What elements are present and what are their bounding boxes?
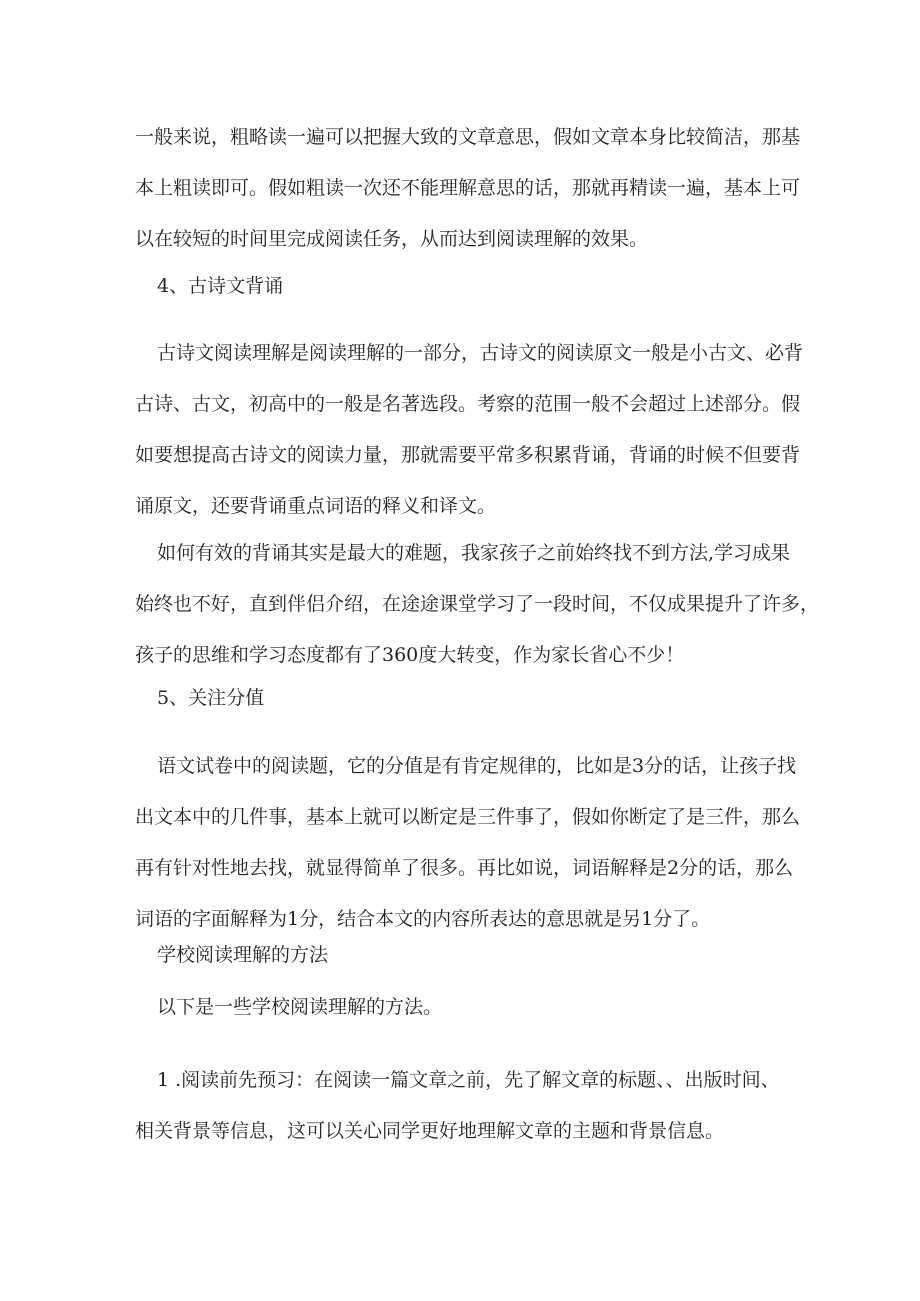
text-line: 再有针对性地去找，就显得简单了很多。再比如说，词语解释是2分的话，那么 bbox=[135, 857, 794, 879]
text-line: 孩子的思维和学习态度都有了360度大转变，作为家长省心不少！ bbox=[135, 644, 685, 666]
section-heading-5: 5、关注分值 bbox=[157, 687, 265, 709]
text-line: 以在较短的时间里完成阅读任务，从而达到阅读理解的效果。 bbox=[135, 228, 649, 250]
text-line: 语文试卷中的阅读题，它的分值是有肯定规律的，比如是3分的话，让孩子找 bbox=[157, 755, 797, 777]
text-line: 如何有效的背诵其实是最大的难题，我家孩子之前始终找不到方法,学习成果 bbox=[157, 542, 791, 564]
paragraph-score-values bbox=[135, 741, 805, 945]
text-line: 古诗、古文，初高中的一般是名著选段。考察的范围一般不会超过上述部分。假 bbox=[135, 393, 801, 415]
paragraph-intro-methods: 以下是一些学校阅读理解的方法。 bbox=[157, 996, 443, 1018]
text-line: 相关背景等信息，这可以关心同学更好地理解文章的主题和背景信息。 bbox=[135, 1120, 725, 1142]
text-line: 一般来说，粗略读一遍可以把握大致的文章意思，假如文章本身比较简洁，那基 bbox=[135, 126, 801, 148]
section-heading-school-methods: 学校阅读理解的方法 bbox=[157, 944, 329, 966]
text-line: 始终也不好，直到伴侣介绍，在途途课堂学习了一段时间，不仅成果提升了许多， bbox=[135, 593, 820, 615]
text-line: 诵原文，还要背诵重点词语的释义和译文。 bbox=[135, 495, 497, 517]
text-line: 古诗文阅读理解是阅读理解的一部分，古诗文的阅读原文一般是小古文、必背 bbox=[157, 342, 804, 364]
paragraph-method-1 bbox=[135, 1055, 805, 1157]
section-heading-4: 4、古诗文背诵 bbox=[157, 275, 284, 297]
text-line: 出文本中的几件事，基本上就可以断定是三件事了，假如你断定了是三件，那么 bbox=[135, 806, 801, 828]
text-line: 本上粗读即可。假如粗读一次还不能理解意思的话，那就再精读一遍，基本上可 bbox=[135, 177, 801, 199]
paragraph-reading-speed bbox=[135, 112, 805, 265]
text-line: 1 .阅读前先预习：在阅读一篇文章之前，先了解文章的标题、、出版时间、 bbox=[157, 1069, 780, 1091]
text-line: 如要想提高古诗文的阅读力量，那就需要平常多积累背诵，背诵的时候不但要背 bbox=[135, 444, 801, 466]
paragraph-memorization-story bbox=[135, 528, 820, 681]
text-line: 词语的字面解释为1分，结合本文的内容所表达的意思就是另1分了。 bbox=[135, 908, 711, 930]
paragraph-ancient-poetry bbox=[135, 328, 805, 532]
